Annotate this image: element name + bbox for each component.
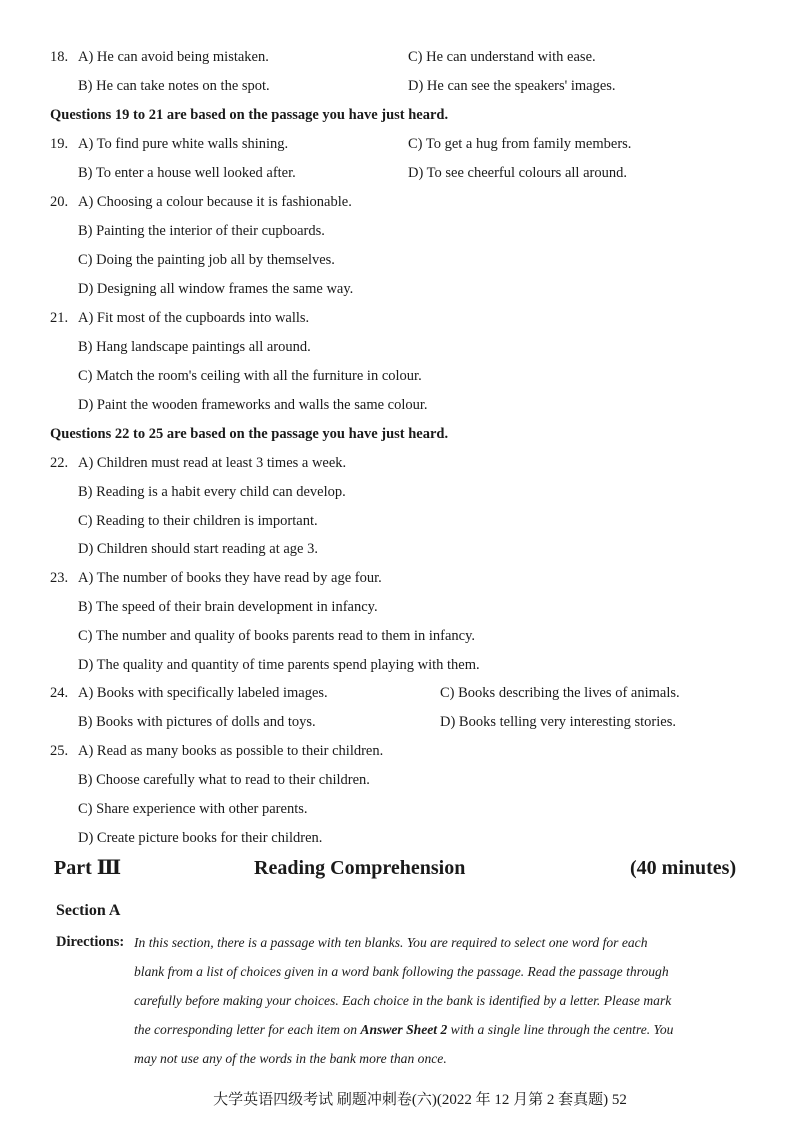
option-b: B) Hang landscape paintings all around. xyxy=(78,339,311,355)
option-a: A) Fit most of the cupboards into walls. xyxy=(78,310,310,326)
option-d: D) Books telling very interesting stories. xyxy=(440,714,676,730)
option-d: D) Designing all window frames the same way. xyxy=(78,281,354,297)
directions-line: In this section, there is a passage with ten blanks. You are required to select one word for each xyxy=(134,935,648,950)
directions-line xyxy=(134,1021,673,1039)
option-b: B) Painting the interior of their cupboards. xyxy=(78,223,325,239)
question-number: 25. xyxy=(50,743,69,759)
option-a: A) Choosing a colour because it is fashionable. xyxy=(78,194,352,210)
option-a: A) Books with specifically labeled images. xyxy=(78,685,328,701)
section-heading: Section A xyxy=(56,902,121,919)
option-c: C) To get a hug from family members. xyxy=(408,136,632,152)
question-number: 20. xyxy=(50,194,69,210)
option-b: B) Books with pictures of dolls and toys. xyxy=(78,714,316,730)
option-c: C) Reading to their children is important. xyxy=(78,513,318,529)
option-d: D) To see cheerful colours all around. xyxy=(408,165,627,181)
page-footer: 大学英语四级考试 刷题冲刺卷(六)(2022 年 12 月第 2 套真题) 52 xyxy=(213,1092,627,1108)
questions-22-25-header: Questions 22 to 25 are based on the passage you have just heard. xyxy=(50,426,449,442)
question-number: 23. xyxy=(50,570,69,586)
option-c: C) The number and quality of books parents read to them in infancy. xyxy=(78,628,476,644)
option-c: C) He can understand with ease. xyxy=(408,49,596,65)
question-number: 22. xyxy=(50,455,69,471)
option-a: A) Read as many books as possible to their children. xyxy=(78,743,384,759)
answer-sheet-emphasis: Answer Sheet 2 xyxy=(360,1022,448,1037)
question-number: 18. xyxy=(50,49,69,65)
part-time: (40 minutes) xyxy=(630,857,737,879)
option-a: A) Children must read at least 3 times a week. xyxy=(78,455,347,471)
question-number: 21. xyxy=(50,310,69,326)
option-d: D) Children should start reading at age 3. xyxy=(78,541,318,557)
directions-segment: the corresponding letter for each item on xyxy=(134,1022,361,1037)
option-d: D) Paint the wooden frameworks and walls the same colour. xyxy=(78,397,428,413)
option-d: D) The quality and quantity of time parents spend playing with them. xyxy=(78,657,480,673)
directions-segment: with a single line through the centre. You xyxy=(447,1022,674,1037)
directions-line: blank from a list of choices given in a word bank following the passage. Read the passage through xyxy=(134,964,669,979)
option-c: C) Share experience with other parents. xyxy=(78,801,308,817)
option-c: C) Books describing the lives of animals. xyxy=(440,685,680,701)
part-label: Part Ⅲ xyxy=(54,857,122,879)
part-title: Reading Comprehension xyxy=(254,857,466,879)
directions-line: carefully before making your choices. Each choice in the bank is identified by a letter. Please mark xyxy=(134,993,672,1008)
directions-line: may not use any of the words in the bank more than once. xyxy=(134,1051,447,1066)
option-b: B) To enter a house well looked after. xyxy=(78,165,296,181)
option-d: D) He can see the speakers' images. xyxy=(408,78,616,94)
questions-19-21-header: Questions 19 to 21 are based on the passage you have just heard. xyxy=(50,107,449,123)
question-number: 24. xyxy=(50,685,69,701)
option-d: D) Create picture books for their children. xyxy=(78,830,323,846)
directions-label: Directions: xyxy=(56,934,125,950)
option-b: B) The speed of their brain development in infancy. xyxy=(78,599,378,615)
option-a: A) The number of books they have read by age four. xyxy=(78,570,382,586)
question-number: 19. xyxy=(50,136,69,152)
option-b: B) He can take notes on the spot. xyxy=(78,78,270,94)
option-c: C) Doing the painting job all by themselves. xyxy=(78,252,335,268)
option-a: A) To find pure white walls shining. xyxy=(78,136,289,152)
option-b: B) Choose carefully what to read to their children. xyxy=(78,772,370,788)
option-b: B) Reading is a habit every child can develop. xyxy=(78,484,346,500)
option-c: C) Match the room's ceiling with all the furniture in colour. xyxy=(78,368,422,384)
option-a: A) He can avoid being mistaken. xyxy=(78,49,269,65)
